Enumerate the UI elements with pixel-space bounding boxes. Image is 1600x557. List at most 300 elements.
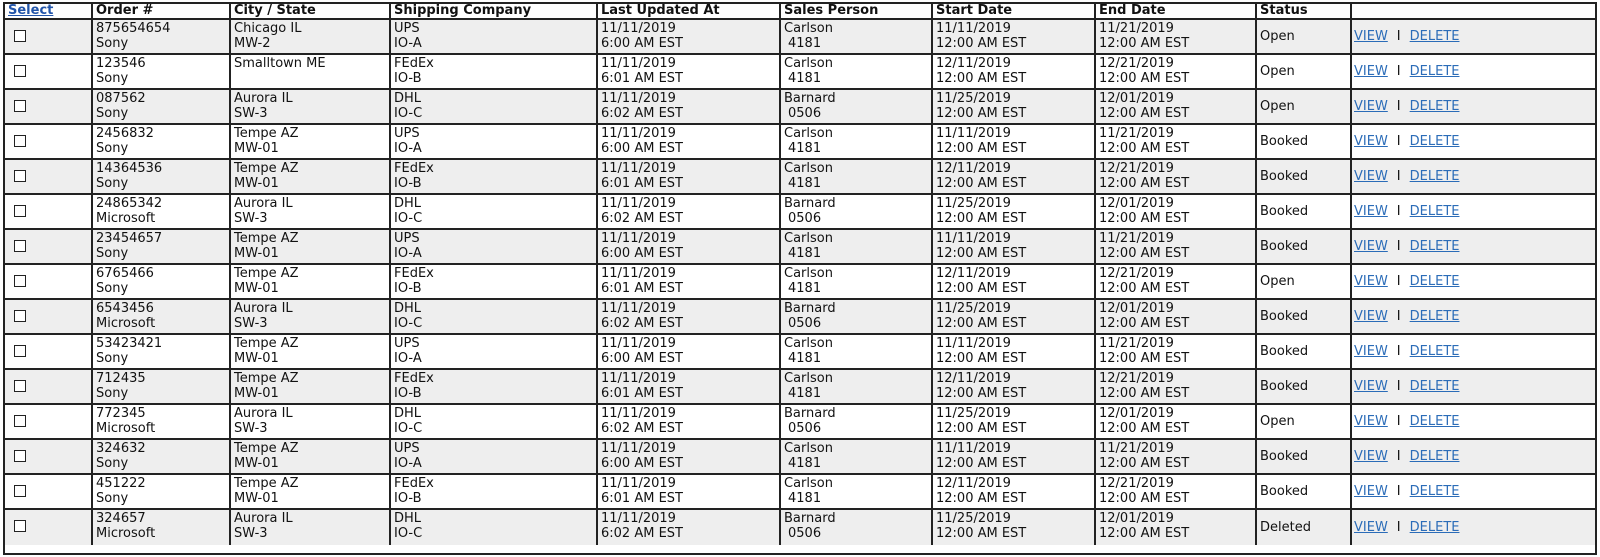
updated-time: 6:00 AM EST <box>601 351 683 366</box>
view-link[interactable]: VIEW <box>1354 29 1388 44</box>
view-link[interactable]: VIEW <box>1354 449 1388 464</box>
city-state: Tempe AZ <box>234 126 299 141</box>
updated-date: 11/11/2019 <box>601 511 676 526</box>
city-cell <box>231 475 391 508</box>
updated-time: 6:02 AM EST <box>601 421 683 436</box>
status-cell <box>1257 55 1352 88</box>
updated-time: 6:01 AM EST <box>601 71 683 86</box>
sales-person-name: Barnard <box>784 91 836 106</box>
status-text: Booked <box>1260 134 1309 149</box>
city-cell <box>231 510 391 545</box>
delete-link[interactable]: DELETE <box>1409 29 1460 44</box>
end-cell <box>1096 160 1257 193</box>
updated-date: 11/11/2019 <box>601 56 676 71</box>
zone-code: SW-3 <box>234 211 268 226</box>
delete-link[interactable]: DELETE <box>1409 274 1460 289</box>
shipping-cell <box>391 370 598 403</box>
view-link[interactable]: VIEW <box>1354 379 1388 394</box>
updated-cell <box>598 195 781 228</box>
select-cell <box>5 90 93 123</box>
row-checkbox[interactable] <box>14 310 26 322</box>
delete-link[interactable]: DELETE <box>1409 169 1460 184</box>
sales-cell <box>781 300 933 333</box>
end-date: 12/01/2019 <box>1099 301 1174 316</box>
order-cell <box>93 55 231 88</box>
start-date: 12/11/2019 <box>936 56 1011 71</box>
updated-date: 11/11/2019 <box>601 301 676 316</box>
end-cell <box>1096 300 1257 333</box>
row-checkbox[interactable] <box>14 485 26 497</box>
actions-cell <box>1352 90 1595 123</box>
sales-person-name: Barnard <box>784 511 836 526</box>
client-name: Sony <box>96 246 129 261</box>
header-status: Status <box>1257 4 1352 18</box>
sales-person-id: 0506 <box>788 421 822 436</box>
table-row <box>5 370 1595 405</box>
row-checkbox[interactable] <box>14 415 26 427</box>
zone-code: MW-01 <box>234 141 279 156</box>
updated-time: 6:02 AM EST <box>601 106 683 121</box>
table-header-row <box>5 4 1595 20</box>
end-date: 12/01/2019 <box>1099 196 1174 211</box>
start-date: 11/25/2019 <box>936 406 1011 421</box>
status-cell <box>1257 405 1352 438</box>
shipping-cell <box>391 195 598 228</box>
end-date: 12/21/2019 <box>1099 266 1174 281</box>
end-time: 12:00 AM EST <box>1099 386 1190 401</box>
sales-person-id: 4181 <box>788 246 822 261</box>
sales-person-name: Barnard <box>784 196 836 211</box>
end-date: 11/21/2019 <box>1099 441 1174 456</box>
view-link[interactable]: VIEW <box>1354 309 1388 324</box>
client-name: Sony <box>96 351 129 366</box>
action-separator: I <box>1396 379 1401 394</box>
city-cell <box>231 405 391 438</box>
updated-time: 6:02 AM EST <box>601 316 683 331</box>
row-checkbox[interactable] <box>14 345 26 357</box>
end-date: 12/21/2019 <box>1099 56 1174 71</box>
city-cell <box>231 195 391 228</box>
view-link[interactable]: VIEW <box>1354 204 1388 219</box>
updated-cell <box>598 335 781 368</box>
status-cell <box>1257 335 1352 368</box>
zone-code: MW-01 <box>234 456 279 471</box>
delete-link[interactable]: DELETE <box>1409 134 1460 149</box>
client-name: Microsoft <box>96 211 156 226</box>
end-cell <box>1096 440 1257 473</box>
shipping-cell <box>391 405 598 438</box>
order-cell <box>93 230 231 263</box>
row-checkbox[interactable] <box>14 30 26 42</box>
status-cell <box>1257 510 1352 545</box>
sales-cell <box>781 335 933 368</box>
start-cell <box>933 510 1096 545</box>
actions-cell <box>1352 55 1595 88</box>
route-code: IO-B <box>394 491 422 506</box>
route-code: IO-A <box>394 36 422 51</box>
sales-cell <box>781 440 933 473</box>
action-separator: I <box>1396 484 1401 499</box>
status-text: Booked <box>1260 239 1309 254</box>
table-row <box>5 335 1595 370</box>
updated-date: 11/11/2019 <box>601 231 676 246</box>
sales-person-name: Carlson <box>784 371 833 386</box>
city-cell <box>231 440 391 473</box>
zone-code: MW-2 <box>234 36 271 51</box>
table-row <box>5 125 1595 160</box>
actions-cell <box>1352 20 1595 53</box>
select-cell <box>5 510 93 545</box>
carrier-name: UPS <box>394 21 420 36</box>
sales-person-name: Carlson <box>784 161 833 176</box>
updated-cell <box>598 55 781 88</box>
status-text: Booked <box>1260 449 1309 464</box>
actions-cell <box>1352 300 1595 333</box>
status-cell <box>1257 300 1352 333</box>
client-name: Sony <box>96 36 129 51</box>
client-name: Sony <box>96 176 129 191</box>
table-row <box>5 405 1595 440</box>
sales-person-id: 0506 <box>788 526 822 541</box>
end-date: 12/21/2019 <box>1099 161 1174 176</box>
sales-cell <box>781 125 933 158</box>
end-date: 12/01/2019 <box>1099 91 1174 106</box>
status-text: Open <box>1260 29 1295 44</box>
delete-link[interactable]: DELETE <box>1409 64 1460 79</box>
carrier-name: FEdEx <box>394 476 434 491</box>
updated-date: 11/11/2019 <box>601 441 676 456</box>
updated-time: 6:00 AM EST <box>601 246 683 261</box>
start-time: 12:00 AM EST <box>936 246 1027 261</box>
start-date: 11/25/2019 <box>936 91 1011 106</box>
updated-time: 6:00 AM EST <box>601 141 683 156</box>
start-time: 12:00 AM EST <box>936 36 1027 51</box>
sales-person-name: Carlson <box>784 231 833 246</box>
action-separator: I <box>1396 520 1401 535</box>
delete-link[interactable]: DELETE <box>1409 520 1460 535</box>
action-separator: I <box>1396 64 1401 79</box>
shipping-cell <box>391 20 598 53</box>
start-time: 12:00 AM EST <box>936 351 1027 366</box>
view-link[interactable]: VIEW <box>1354 414 1388 429</box>
row-checkbox[interactable] <box>14 170 26 182</box>
sales-person-id: 4181 <box>788 176 822 191</box>
carrier-name: FEdEx <box>394 371 434 386</box>
view-link[interactable]: VIEW <box>1354 99 1388 114</box>
carrier-name: DHL <box>394 511 422 526</box>
end-time: 12:00 AM EST <box>1099 316 1190 331</box>
end-date: 12/01/2019 <box>1099 511 1174 526</box>
status-text: Booked <box>1260 169 1309 184</box>
route-code: IO-A <box>394 456 422 471</box>
status-text: Deleted <box>1260 520 1311 535</box>
sales-person-id: 0506 <box>788 211 822 226</box>
updated-cell <box>598 370 781 403</box>
city-state: Tempe AZ <box>234 231 299 246</box>
header-city-state: City / State <box>231 4 391 18</box>
sales-person-id: 4181 <box>788 281 822 296</box>
end-time: 12:00 AM EST <box>1099 106 1190 121</box>
sales-cell <box>781 90 933 123</box>
updated-cell <box>598 300 781 333</box>
city-cell <box>231 265 391 298</box>
client-name: Sony <box>96 71 129 86</box>
orders-table <box>3 2 1597 555</box>
start-date: 11/11/2019 <box>936 336 1011 351</box>
carrier-name: DHL <box>394 91 422 106</box>
header-order: Order # <box>93 4 231 18</box>
client-name: Sony <box>96 456 129 471</box>
table-row <box>5 265 1595 300</box>
table-row <box>5 510 1595 545</box>
actions-cell <box>1352 125 1595 158</box>
city-state: Aurora IL <box>234 91 293 106</box>
row-checkbox[interactable] <box>14 380 26 392</box>
view-link[interactable]: VIEW <box>1354 169 1388 184</box>
table-row <box>5 55 1595 90</box>
select-cell <box>5 230 93 263</box>
status-cell <box>1257 265 1352 298</box>
status-cell <box>1257 160 1352 193</box>
delete-link[interactable]: DELETE <box>1409 484 1460 499</box>
view-link[interactable]: VIEW <box>1354 484 1388 499</box>
updated-time: 6:02 AM EST <box>601 211 683 226</box>
row-checkbox[interactable] <box>14 100 26 112</box>
sales-person-id: 4181 <box>788 386 822 401</box>
route-code: IO-A <box>394 141 422 156</box>
shipping-cell <box>391 335 598 368</box>
end-time: 12:00 AM EST <box>1099 456 1190 471</box>
status-text: Booked <box>1260 379 1309 394</box>
row-checkbox[interactable] <box>14 450 26 462</box>
order-number: 23454657 <box>96 231 163 246</box>
end-time: 12:00 AM EST <box>1099 491 1190 506</box>
carrier-name: UPS <box>394 231 420 246</box>
start-cell <box>933 125 1096 158</box>
shipping-cell <box>391 510 598 545</box>
order-number: 53423421 <box>96 336 163 351</box>
table-row <box>5 195 1595 230</box>
end-time: 12:00 AM EST <box>1099 421 1190 436</box>
client-name: Sony <box>96 141 129 156</box>
header-actions <box>1352 4 1595 18</box>
start-cell <box>933 335 1096 368</box>
table-row <box>5 475 1595 510</box>
updated-date: 11/11/2019 <box>601 406 676 421</box>
city-state: Tempe AZ <box>234 371 299 386</box>
start-time: 12:00 AM EST <box>936 141 1027 156</box>
order-number: 324632 <box>96 441 146 456</box>
header-sales-person: Sales Person <box>781 4 933 18</box>
updated-time: 6:02 AM EST <box>601 526 683 541</box>
updated-date: 11/11/2019 <box>601 161 676 176</box>
zone-code: MW-01 <box>234 386 279 401</box>
updated-cell <box>598 20 781 53</box>
row-checkbox[interactable] <box>14 240 26 252</box>
updated-cell <box>598 510 781 545</box>
delete-link[interactable]: DELETE <box>1409 379 1460 394</box>
status-text: Open <box>1260 414 1295 429</box>
row-checkbox[interactable] <box>14 65 26 77</box>
sales-person-id: 4181 <box>788 456 822 471</box>
zone-code: MW-01 <box>234 246 279 261</box>
end-cell <box>1096 405 1257 438</box>
start-cell <box>933 440 1096 473</box>
select-all-link[interactable]: Select <box>8 4 54 18</box>
end-cell <box>1096 55 1257 88</box>
status-cell <box>1257 475 1352 508</box>
start-cell <box>933 265 1096 298</box>
header-start-date: Start Date <box>933 4 1096 18</box>
order-number: 875654654 <box>96 21 171 36</box>
view-link[interactable]: VIEW <box>1354 64 1388 79</box>
city-cell <box>231 125 391 158</box>
delete-link[interactable]: DELETE <box>1409 99 1460 114</box>
actions-cell <box>1352 195 1595 228</box>
order-cell <box>93 440 231 473</box>
action-separator: I <box>1396 414 1401 429</box>
client-name: Sony <box>96 491 129 506</box>
carrier-name: UPS <box>394 441 420 456</box>
header-end-date: End Date <box>1096 4 1257 18</box>
route-code: IO-B <box>394 281 422 296</box>
city-state: Aurora IL <box>234 301 293 316</box>
start-date: 12/11/2019 <box>936 476 1011 491</box>
actions-cell <box>1352 475 1595 508</box>
city-state: Tempe AZ <box>234 441 299 456</box>
start-date: 12/11/2019 <box>936 161 1011 176</box>
end-date: 12/21/2019 <box>1099 371 1174 386</box>
sales-person-name: Carlson <box>784 441 833 456</box>
end-time: 12:00 AM EST <box>1099 526 1190 541</box>
table-row <box>5 160 1595 195</box>
delete-link[interactable]: DELETE <box>1409 239 1460 254</box>
start-cell <box>933 55 1096 88</box>
start-date: 11/25/2019 <box>936 301 1011 316</box>
end-cell <box>1096 195 1257 228</box>
start-time: 12:00 AM EST <box>936 456 1027 471</box>
route-code: IO-C <box>394 106 423 121</box>
end-date: 12/01/2019 <box>1099 406 1174 421</box>
sales-person-name: Barnard <box>784 406 836 421</box>
start-cell <box>933 90 1096 123</box>
order-number: 451222 <box>96 476 146 491</box>
table-row <box>5 300 1595 335</box>
view-link[interactable]: VIEW <box>1354 344 1388 359</box>
start-date: 11/11/2019 <box>936 126 1011 141</box>
end-cell <box>1096 125 1257 158</box>
city-state: Tempe AZ <box>234 161 299 176</box>
delete-link[interactable]: DELETE <box>1409 344 1460 359</box>
order-number: 324657 <box>96 511 146 526</box>
end-time: 12:00 AM EST <box>1099 71 1190 86</box>
view-link[interactable]: VIEW <box>1354 274 1388 289</box>
order-cell <box>93 405 231 438</box>
updated-cell <box>598 405 781 438</box>
zone-code: SW-3 <box>234 316 268 331</box>
status-cell <box>1257 90 1352 123</box>
sales-person-name: Carlson <box>784 266 833 281</box>
table-row <box>5 20 1595 55</box>
select-cell <box>5 370 93 403</box>
delete-link[interactable]: DELETE <box>1409 204 1460 219</box>
updated-date: 11/11/2019 <box>601 126 676 141</box>
sales-person-id: 0506 <box>788 106 822 121</box>
sales-person-name: Carlson <box>784 56 833 71</box>
sales-cell <box>781 370 933 403</box>
updated-time: 6:01 AM EST <box>601 491 683 506</box>
order-cell <box>93 510 231 545</box>
updated-date: 11/11/2019 <box>601 476 676 491</box>
sales-person-id: 4181 <box>788 141 822 156</box>
select-cell <box>5 125 93 158</box>
delete-link[interactable]: DELETE <box>1409 309 1460 324</box>
status-text: Booked <box>1260 484 1309 499</box>
row-checkbox[interactable] <box>14 520 26 532</box>
sales-person-name: Carlson <box>784 336 833 351</box>
row-checkbox[interactable] <box>14 205 26 217</box>
end-time: 12:00 AM EST <box>1099 36 1190 51</box>
order-cell <box>93 20 231 53</box>
actions-cell <box>1352 440 1595 473</box>
delete-link[interactable]: DELETE <box>1409 414 1460 429</box>
view-link[interactable]: VIEW <box>1354 239 1388 254</box>
select-cell <box>5 160 93 193</box>
order-cell <box>93 335 231 368</box>
sales-cell <box>781 475 933 508</box>
city-cell <box>231 335 391 368</box>
row-checkbox[interactable] <box>14 275 26 287</box>
row-checkbox[interactable] <box>14 135 26 147</box>
header-shipping-company: Shipping Company <box>391 4 598 18</box>
shipping-cell <box>391 475 598 508</box>
route-code: IO-C <box>394 211 423 226</box>
sales-cell <box>781 510 933 545</box>
action-separator: I <box>1396 29 1401 44</box>
carrier-name: FEdEx <box>394 266 434 281</box>
start-time: 12:00 AM EST <box>936 421 1027 436</box>
action-separator: I <box>1396 134 1401 149</box>
route-code: IO-C <box>394 526 423 541</box>
end-cell <box>1096 230 1257 263</box>
shipping-cell <box>391 160 598 193</box>
start-time: 12:00 AM EST <box>936 211 1027 226</box>
status-text: Booked <box>1260 309 1309 324</box>
zone-code: SW-3 <box>234 421 268 436</box>
start-time: 12:00 AM EST <box>936 106 1027 121</box>
header-last-updated: Last Updated At <box>598 4 781 18</box>
view-link[interactable]: VIEW <box>1354 134 1388 149</box>
updated-time: 6:01 AM EST <box>601 176 683 191</box>
start-cell <box>933 405 1096 438</box>
start-time: 12:00 AM EST <box>936 176 1027 191</box>
route-code: IO-C <box>394 316 423 331</box>
end-date: 12/21/2019 <box>1099 476 1174 491</box>
view-link[interactable]: VIEW <box>1354 520 1388 535</box>
start-date: 11/11/2019 <box>936 21 1011 36</box>
updated-cell <box>598 265 781 298</box>
select-cell <box>5 475 93 508</box>
client-name: Microsoft <box>96 526 156 541</box>
updated-date: 11/11/2019 <box>601 266 676 281</box>
sales-cell <box>781 195 933 228</box>
start-time: 12:00 AM EST <box>936 316 1027 331</box>
city-cell <box>231 300 391 333</box>
delete-link[interactable]: DELETE <box>1409 449 1460 464</box>
end-date: 11/21/2019 <box>1099 231 1174 246</box>
zone-code: MW-01 <box>234 351 279 366</box>
action-separator: I <box>1396 204 1401 219</box>
